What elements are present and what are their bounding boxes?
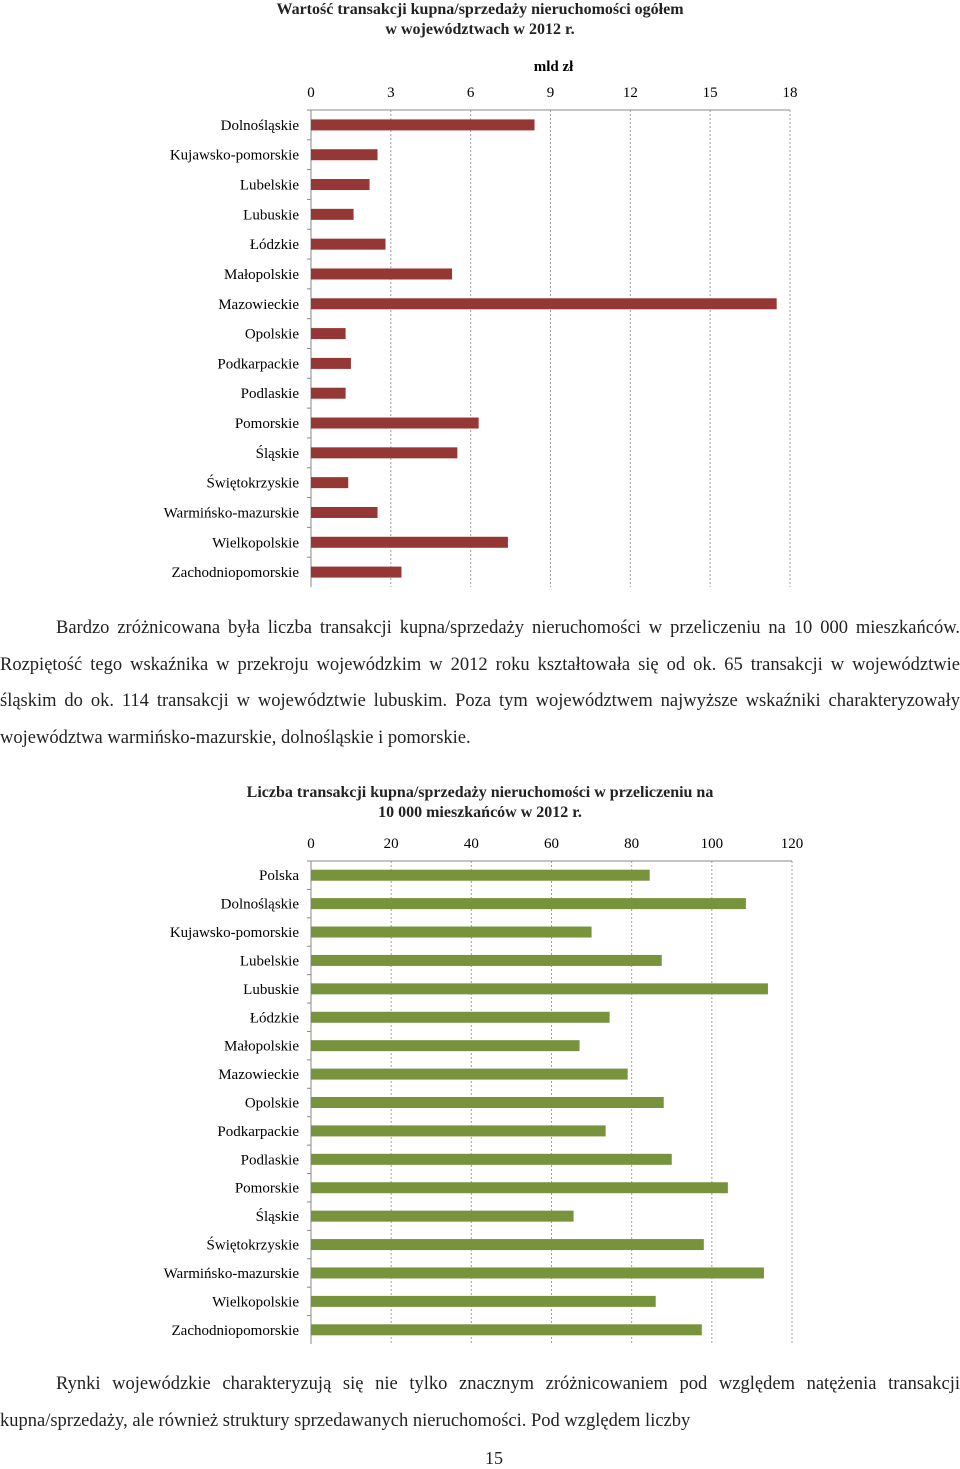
chart2-bar bbox=[311, 1069, 628, 1080]
chart1-bar bbox=[311, 298, 777, 309]
chart2-category-label: Podkarpackie bbox=[217, 1123, 299, 1140]
chart1-bar bbox=[311, 239, 386, 250]
chart1-bar-chart bbox=[0, 0, 960, 600]
chart1-category-label: Kujawsko-pomorskie bbox=[169, 147, 299, 164]
chart1-category-label: Pomorskie bbox=[234, 416, 299, 433]
chart2-bar bbox=[311, 870, 650, 881]
chart2-tick-label: 60 bbox=[544, 836, 559, 852]
chart1-category-label: Wielkopolskie bbox=[212, 535, 299, 552]
chart1-title-line1: Wartość transakcji kupna/sprzedaży nieruchomości ogółem bbox=[276, 1, 684, 18]
chart1-tick-label: 18 bbox=[782, 85, 798, 101]
chart2-title-line2: 10 000 mieszkańców w 2012 r. bbox=[378, 804, 582, 821]
chart1-bar bbox=[311, 358, 351, 369]
chart1-bar bbox=[311, 179, 370, 190]
chart1-bar bbox=[311, 209, 354, 220]
chart2-bar bbox=[311, 1154, 672, 1165]
chart2-bar bbox=[311, 1211, 574, 1222]
chart2-tick-label: 120 bbox=[780, 836, 804, 852]
chart2-bar bbox=[311, 955, 662, 966]
chart1-category-label: Warmińsko-mazurskie bbox=[163, 505, 299, 522]
chart1-title-line2: w województwach w 2012 r. bbox=[385, 21, 575, 38]
chart2-category-label: Warmińsko-mazurskie bbox=[163, 1265, 299, 1282]
chart1-category-label: Małopolskie bbox=[224, 266, 299, 283]
page-number: 15 bbox=[485, 1448, 503, 1468]
chart2-tick-label: 0 bbox=[307, 836, 315, 852]
chart2-tick-label: 80 bbox=[624, 836, 640, 852]
chart1-category-label: Mazowieckie bbox=[218, 296, 299, 313]
chart2-category-label: Kujawsko-pomorskie bbox=[169, 925, 299, 942]
chart2-bar bbox=[311, 1239, 704, 1250]
chart2-bar bbox=[311, 927, 592, 938]
chart1-category-label: Zachodniopomorskie bbox=[171, 565, 299, 582]
chart2-bar bbox=[311, 1125, 606, 1136]
chart2-bar bbox=[311, 1267, 764, 1278]
chart1-category-label: Dolnośląskie bbox=[220, 117, 299, 134]
chart2-title-line1: Liczba transakcji kupna/sprzedaży nieruchomości w przeliczeniu na bbox=[246, 784, 714, 801]
chart2-category-label: Wielkopolskie bbox=[212, 1294, 299, 1311]
chart2-category-label: Małopolskie bbox=[224, 1038, 299, 1055]
chart1-category-label: Lubelskie bbox=[239, 177, 299, 194]
chart1-tick-label: 9 bbox=[546, 85, 555, 101]
chart1-category-label: Śląskie bbox=[255, 445, 299, 462]
chart1-category-label: Podkarpackie bbox=[217, 356, 299, 373]
chart2-category-label: Opolskie bbox=[244, 1095, 299, 1112]
chart2-bar bbox=[311, 1012, 610, 1023]
chart2-tick-label: 40 bbox=[463, 836, 479, 852]
chart2-category-label: Dolnośląskie bbox=[220, 896, 299, 913]
chart1-bar bbox=[311, 328, 346, 339]
chart2-category-label: Łódzkie bbox=[249, 1010, 299, 1027]
chart1-bar bbox=[311, 119, 535, 130]
chart2-category-label: Pomorskie bbox=[234, 1180, 299, 1197]
chart2-bar bbox=[311, 1182, 728, 1193]
chart2-category-label: Lubuskie bbox=[243, 981, 299, 998]
chart1-bar bbox=[311, 268, 452, 279]
chart2-bar bbox=[311, 1324, 702, 1335]
chart1-category-label: Łódzkie bbox=[249, 237, 299, 254]
chart1-tick-label: 15 bbox=[702, 85, 718, 101]
paragraph-2: Rynki wojewódzkie charakteryzują się nie tylko znacznym zróżnicowaniem pod względem natężenia transakcji kupna/sprzedaży, ale również struktury sprzedawanych nieruchomości. Pod względem liczby bbox=[0, 1374, 960, 1431]
chart2-bar bbox=[311, 1097, 664, 1108]
chart2-bar bbox=[311, 1040, 580, 1051]
chart1-bar bbox=[311, 477, 348, 488]
chart1-bar bbox=[311, 447, 457, 458]
chart1-bar bbox=[311, 567, 401, 578]
chart2-bar bbox=[311, 983, 768, 994]
chart2-category-label: Zachodniopomorskie bbox=[171, 1322, 299, 1339]
chart1-bar bbox=[311, 418, 479, 429]
chart2-category-label: Mazowieckie bbox=[218, 1067, 299, 1084]
chart1-category-label: Opolskie bbox=[244, 326, 299, 343]
chart1-category-label: Lubuskie bbox=[243, 207, 299, 224]
chart2-category-label: Podlaskie bbox=[240, 1152, 299, 1169]
chart1-tick-label: 12 bbox=[622, 85, 638, 101]
chart2-bar-chart bbox=[0, 830, 960, 1350]
chart1-unit-label: mld zł bbox=[533, 59, 574, 75]
chart2-category-label: Śląskie bbox=[255, 1209, 299, 1226]
chart1-bar bbox=[311, 507, 378, 518]
chart2-category-label: Świętokrzyskie bbox=[206, 1237, 299, 1254]
chart2-bar bbox=[311, 898, 746, 909]
chart2-tick-label: 100 bbox=[700, 836, 724, 852]
chart2-category-label: Polska bbox=[258, 868, 299, 885]
chart2-category-label: Lubelskie bbox=[239, 953, 299, 970]
chart2-tick-label: 20 bbox=[383, 836, 399, 852]
chart1-category-label: Świętokrzyskie bbox=[206, 475, 299, 492]
chart1-tick-label: 6 bbox=[466, 85, 475, 101]
chart1-bar bbox=[311, 388, 346, 399]
chart1-bar bbox=[311, 537, 508, 548]
chart1-tick-label: 3 bbox=[387, 85, 395, 101]
chart1-bar bbox=[311, 149, 378, 160]
paragraph-1: Bardzo zróżnicowana była liczba transakcji kupna/sprzedaży nieruchomości w przeliczeniu na 10 000 mieszkańców. Rozpiętość tego wskaźnika w przekroju wojewódzkim w 2012 roku kształtowała się od ok. 65 transakcji w województwie śląskim do ok. 114 transakcji w województwie lubuskim. Poza tym województwem najwyższe wskaźniki charakteryzowały województwa warmińsko-mazurskie, dolnośląskie i pomorskie. bbox=[0, 618, 960, 748]
chart2-bar bbox=[311, 1296, 656, 1307]
chart1-category-label: Podlaskie bbox=[240, 386, 299, 403]
chart1-tick-label: 0 bbox=[307, 85, 315, 101]
